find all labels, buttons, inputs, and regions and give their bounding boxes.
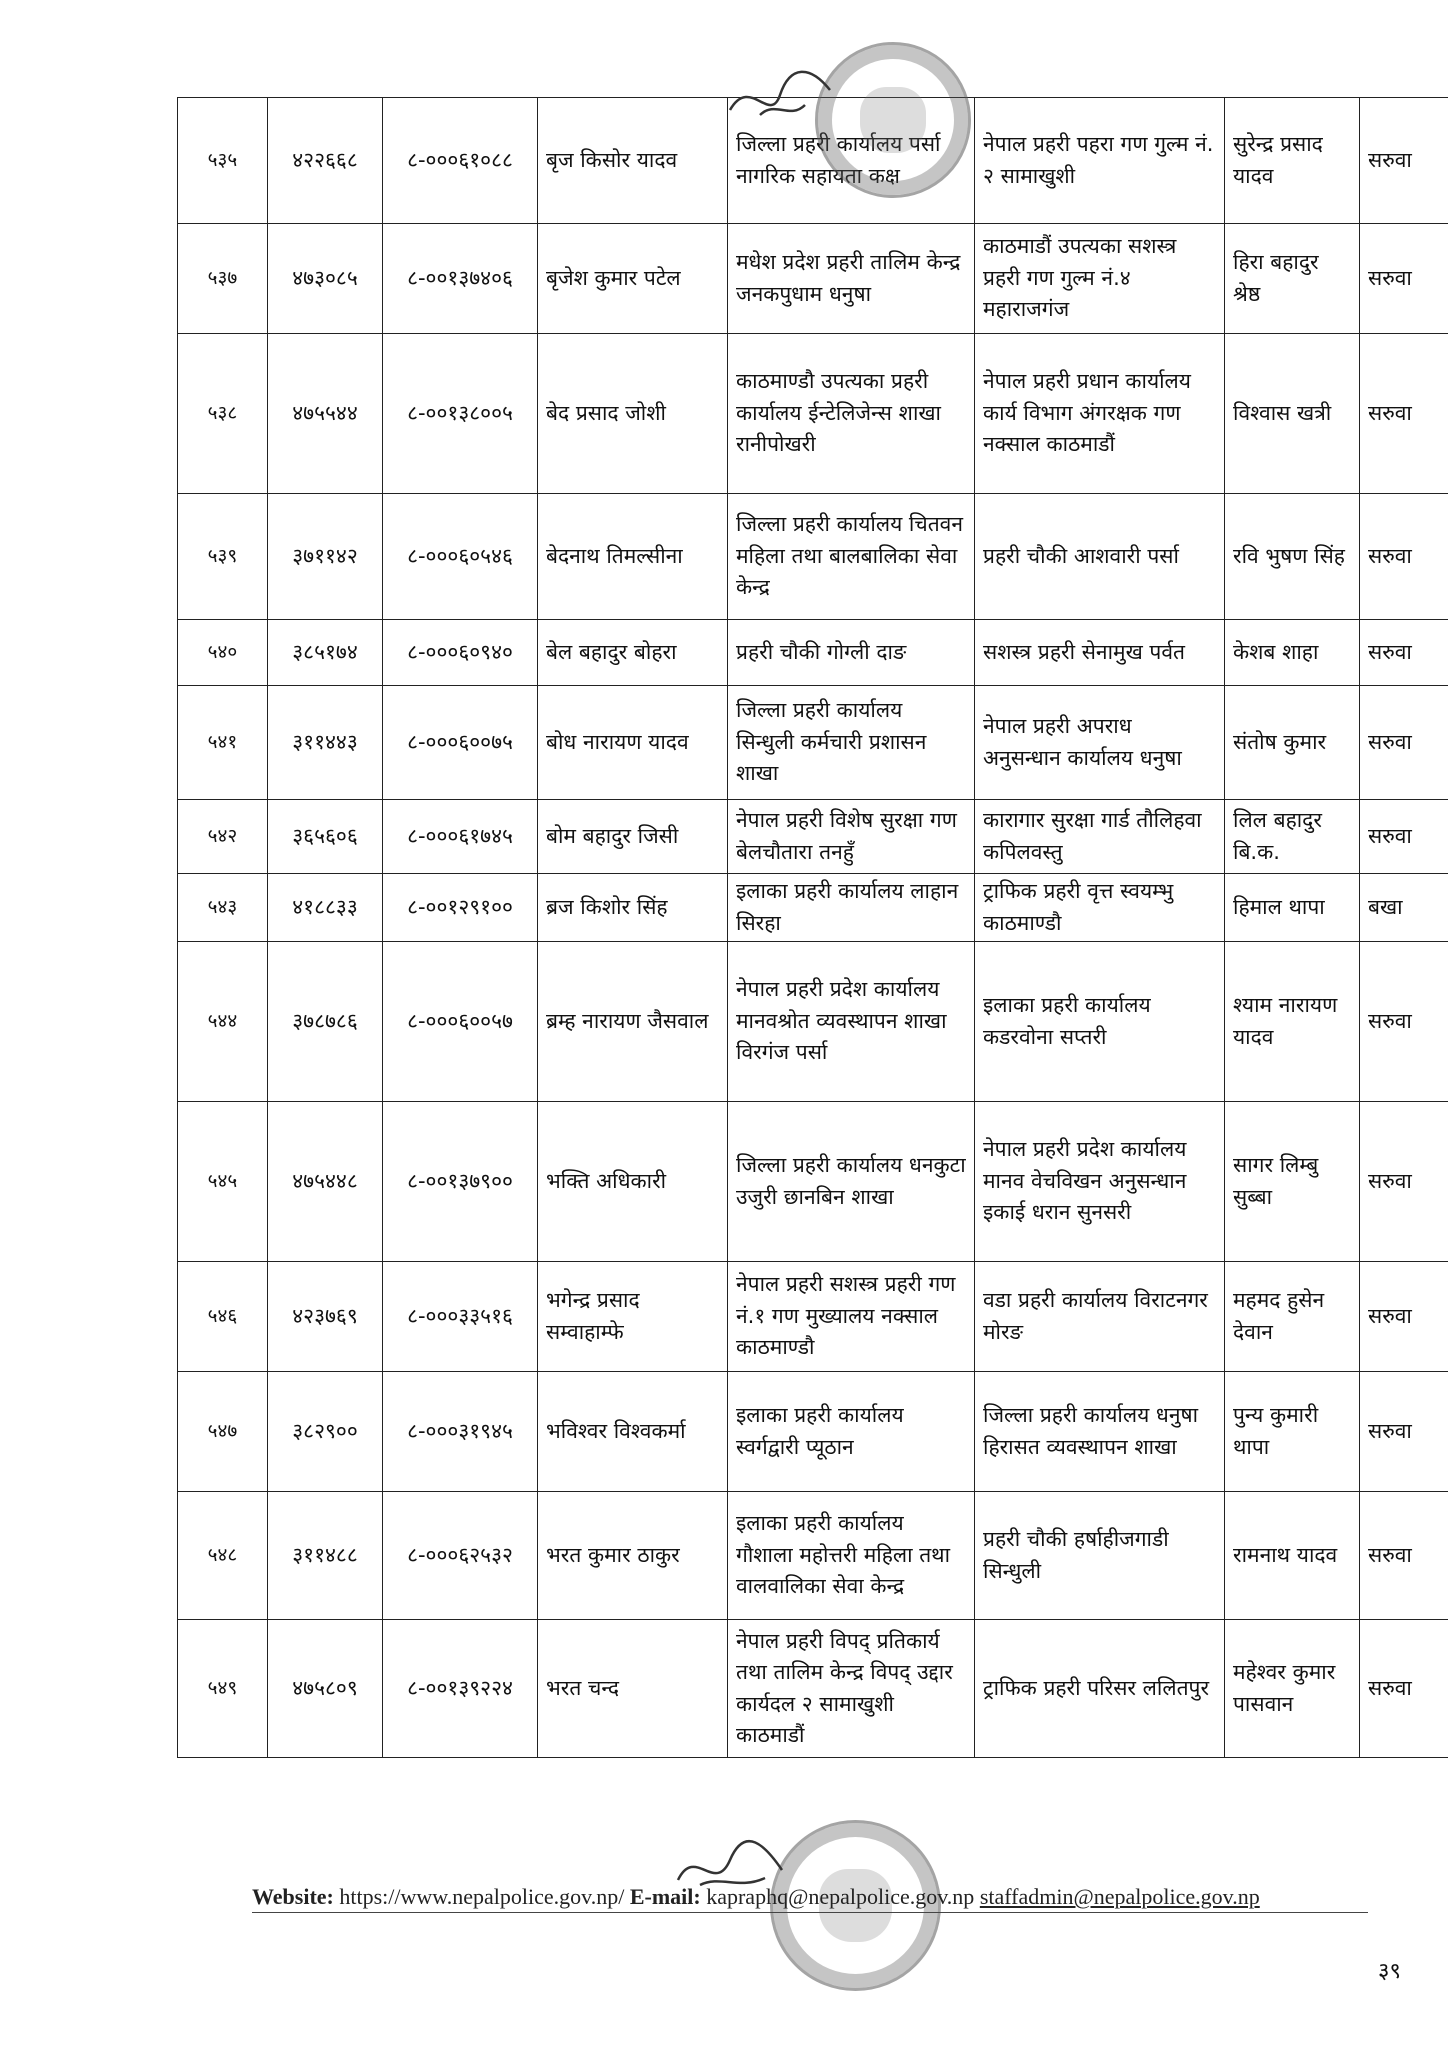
employee-name: भविश्वर विश्वकर्मा [538,1372,728,1492]
police-code: ८-००१३७४०६ [383,224,538,334]
police-code: ८-०००६००७५ [383,686,538,800]
transfer-office: इलाका प्रहरी कार्यालय कडरवोना सप्तरी [975,942,1225,1102]
website-label: Website: [252,1884,334,1909]
police-code: ८-०००६०९४० [383,620,538,686]
police-code: ८-००१२९१०० [383,874,538,942]
transfer-office: नेपाल प्रहरी प्रधान कार्यालय कार्य विभाग अंगरक्षक गण नक्साल काठमाडौं [975,334,1225,494]
employee-name: ब्रम्ह नारायण जैसवाल [538,942,728,1102]
current-office: नेपाल प्रहरी प्रदेश कार्यालय मानवश्रोत व्यवस्थापन शाखा विरगंज पर्सा [728,942,975,1102]
top-signature [720,55,840,135]
serial-number: ५४५ [178,1102,268,1262]
table-row [178,800,1448,874]
table-row [178,686,1448,800]
table-row [178,224,1448,334]
table-row [178,334,1448,494]
transfer-office: प्रहरी चौकी आशवारी पर्सा [975,494,1225,620]
transfer-status: सरुवा [1360,942,1448,1102]
current-office: नेपाल प्रहरी विशेष सुरक्षा गण बेलचौतारा तनहुँ [728,800,975,874]
replacement-name: विश्वास खत्री [1225,334,1360,494]
email-link-2[interactable]: staffadmin@nepalpolice.gov.np [979,1884,1260,1909]
email-link-1[interactable]: kapraphq@nepalpolice.gov.np [706,1884,975,1909]
serial-number: ५३७ [178,224,268,334]
current-office: जिल्ला प्रहरी कार्यालय सिन्धुली कर्मचारी प्रशासन शाखा [728,686,975,800]
transfer-status: सरुवा [1360,1492,1448,1620]
transfer-status: सरुवा [1360,98,1448,224]
rank-number: ३७११४२ [268,494,383,620]
serial-number: ५४८ [178,1492,268,1620]
employee-name: ब्रज किशोर सिंह [538,874,728,942]
transfer-office: ट्राफिक प्रहरी परिसर ललितपुर [975,1620,1225,1758]
transfer-status: सरुवा [1360,686,1448,800]
table-row [178,1372,1448,1492]
current-office: जिल्ला प्रहरी कार्यालय चितवन महिला तथा बालबालिका सेवा केन्द्र [728,494,975,620]
current-office: जिल्ला प्रहरी कार्यालय पर्सा नागरिक सहायता कक्ष [728,98,975,224]
serial-number: ५४४ [178,942,268,1102]
police-code: ८-०००६००५७ [383,942,538,1102]
email-label: E-mail: [629,1884,701,1909]
serial-number: ५३५ [178,98,268,224]
transfer-status: सरुवा [1360,334,1448,494]
employee-name: बृज किसोर यादव [538,98,728,224]
rank-number: ३११४८८ [268,1492,383,1620]
serial-number: ५४७ [178,1372,268,1492]
rank-number: ३७८७८६ [268,942,383,1102]
rank-number: ४७५४४८ [268,1102,383,1262]
transfer-status: सरुवा [1360,1372,1448,1492]
employee-name: भरत चन्द [538,1620,728,1758]
employee-name: बोम बहादुर जिसी [538,800,728,874]
transfer-office: प्रहरी चौकी हर्षाहीजगाडी सिन्धुली [975,1492,1225,1620]
footer [252,1884,1368,1913]
transfer-status: सरुवा [1360,800,1448,874]
transfer-status: सरुवा [1360,1262,1448,1372]
serial-number: ५३८ [178,334,268,494]
transfer-status: बखा [1360,874,1448,942]
current-office: प्रहरी चौकी गोग्ली दाङ [728,620,975,686]
transfer-office: काठमाडौं उपत्यका सशस्त्र प्रहरी गण गुल्म नं.४ महाराजगंज [975,224,1225,334]
transfer-office: ट्राफिक प्रहरी वृत्त स्वयम्भु काठमाण्डौ [975,874,1225,942]
replacement-name: केशब शाहा [1225,620,1360,686]
replacement-name: पुन्य कुमारी थापा [1225,1372,1360,1492]
current-office: इलाका प्रहरी कार्यालय लाहान सिरहा [728,874,975,942]
police-code: ८-०००६१७४५ [383,800,538,874]
rank-number: ४२२६६८ [268,98,383,224]
police-code: ८-०००६०५४६ [383,494,538,620]
replacement-name: सुरेन्द्र प्रसाद यादव [1225,98,1360,224]
rank-number: ४७५५४४ [268,334,383,494]
police-code: ८-००१३८००५ [383,334,538,494]
rank-number: ३६५६०६ [268,800,383,874]
employee-name: भगेन्द्र प्रसाद सम्वाहाम्फे [538,1262,728,1372]
serial-number: ५४० [178,620,268,686]
police-code: ८-०००३३५१६ [383,1262,538,1372]
police-code: ८-००१३९२२४ [383,1620,538,1758]
current-office: इलाका प्रहरी कार्यालय स्वर्गद्वारी प्यूठान [728,1372,975,1492]
transfer-office: नेपाल प्रहरी अपराध अनुसन्धान कार्यालय धनुषा [975,686,1225,800]
employee-name: बोध नारायण यादव [538,686,728,800]
transfer-table [177,97,1448,1758]
replacement-name: सागर लिम्बु सुब्बा [1225,1102,1360,1262]
current-office: जिल्ला प्रहरी कार्यालय धनकुटा उजुरी छानबिन शाखा [728,1102,975,1262]
replacement-name: महेश्वर कुमार पासवान [1225,1620,1360,1758]
current-office: इलाका प्रहरी कार्यालय गौशाला महोत्तरी महिला तथा वालवालिका सेवा केन्द्र [728,1492,975,1620]
employee-name: बेदनाथ तिमल्सीना [538,494,728,620]
serial-number: ५४२ [178,800,268,874]
transfer-status: सरुवा [1360,620,1448,686]
employee-name: बेल बहादुर बोहरा [538,620,728,686]
replacement-name: रामनाथ यादव [1225,1492,1360,1620]
replacement-name: श्याम नारायण यादव [1225,942,1360,1102]
employee-name: भरत कुमार ठाकुर [538,1492,728,1620]
employee-name: भक्ति अधिकारी [538,1102,728,1262]
website-link[interactable]: https://www.nepalpolice.gov.np/ [339,1884,625,1909]
transfer-status: सरुवा [1360,224,1448,334]
transfer-office: नेपाल प्रहरी पहरा गण गुल्म नं. २ सामाखुशी [975,98,1225,224]
transfer-status: सरुवा [1360,494,1448,620]
table-row [178,1620,1448,1758]
replacement-name: महमद हुसेन देवान [1225,1262,1360,1372]
rank-number: ३८५१७४ [268,620,383,686]
transfer-office: जिल्ला प्रहरी कार्यालय धनुषा हिरासत व्यवस्थापन शाखा [975,1372,1225,1492]
table-row [178,620,1448,686]
rank-number: ४१८८३३ [268,874,383,942]
table-row [178,1102,1448,1262]
table-row [178,874,1448,942]
table-row [178,942,1448,1102]
current-office: काठमाण्डौ उपत्यका प्रहरी कार्यालय ईन्टेलिजेन्स शाखा रानीपोखरी [728,334,975,494]
transfer-office: वडा प्रहरी कार्यालय विराटनगर मोरङ [975,1262,1225,1372]
replacement-name: संतोष कुमार [1225,686,1360,800]
replacement-name: लिल बहादुर बि.क. [1225,800,1360,874]
rank-number: ३११४४३ [268,686,383,800]
transfer-status: सरुवा [1360,1620,1448,1758]
employee-name: बृजेश कुमार पटेल [538,224,728,334]
replacement-name: रवि भुषण सिंह [1225,494,1360,620]
current-office: नेपाल प्रहरी विपद् प्रतिकार्य तथा तालिम केन्द्र विपद् उद्दार कार्यदल २ सामाखुशी काठमाडौं [728,1620,975,1758]
transfer-status: सरुवा [1360,1102,1448,1262]
police-code: ८-०००६२५३२ [383,1492,538,1620]
employee-name: बेद प्रसाद जोशी [538,334,728,494]
rank-number: ४७३०८५ [268,224,383,334]
table-row [178,1492,1448,1620]
replacement-name: हिमाल थापा [1225,874,1360,942]
table-row [178,494,1448,620]
rank-number: ४७५८०९ [268,1620,383,1758]
serial-number: ५४१ [178,686,268,800]
rank-number: ३८२९०० [268,1372,383,1492]
serial-number: ५४९ [178,1620,268,1758]
current-office: नेपाल प्रहरी सशस्त्र प्रहरी गण नं.१ गण मुख्यालय नक्साल काठमाण्डौ [728,1262,975,1372]
police-code: ८-०००६१०८८ [383,98,538,224]
police-code: ८-००१३७९०० [383,1102,538,1262]
table-row [178,1262,1448,1372]
transfer-office: सशस्त्र प्रहरी सेनामुख पर्वत [975,620,1225,686]
transfer-office: नेपाल प्रहरी प्रदेश कार्यालय मानव वेचविखन अनुसन्धान इकाई धरान सुनसरी [975,1102,1225,1262]
transfer-office: कारागार सुरक्षा गार्ड तौलिहवा कपिलवस्तु [975,800,1225,874]
police-code: ८-०००३१९४५ [383,1372,538,1492]
page-number: ३९ [1378,1959,1401,1984]
serial-number: ५४६ [178,1262,268,1372]
replacement-name: हिरा बहादुर श्रेष्ठ [1225,224,1360,334]
rank-number: ४२३७६९ [268,1262,383,1372]
serial-number: ५३९ [178,494,268,620]
serial-number: ५४३ [178,874,268,942]
current-office: मधेश प्रदेश प्रहरी तालिम केन्द्र जनकपुधाम धनुषा [728,224,975,334]
